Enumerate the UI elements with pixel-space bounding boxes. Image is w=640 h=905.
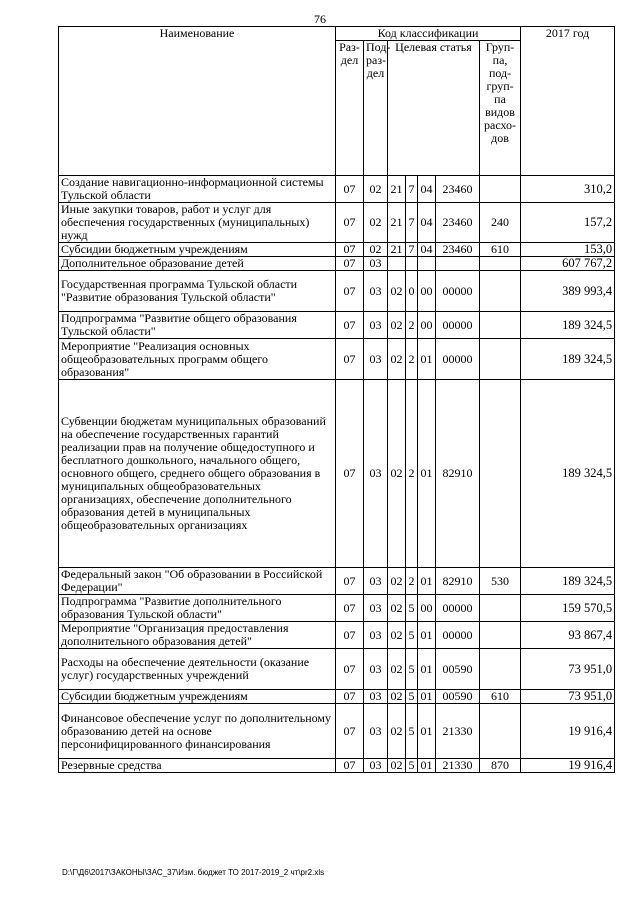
amount-cell: 19 916,4 (521, 704, 615, 759)
podrazdel-cell: 03 (364, 257, 388, 271)
page-number: 76 (314, 12, 326, 26)
budget-table (58, 26, 615, 773)
expense-type-cell (480, 257, 521, 271)
podrazdel-cell: 03 (364, 568, 388, 595)
amount-cell: 19 916,4 (521, 759, 615, 773)
target-subprogram-cell: 5 (406, 649, 418, 690)
target-program-cell: 02 (388, 704, 406, 759)
table-row (59, 271, 615, 312)
target-subprogram-cell: 2 (406, 568, 418, 595)
table-row (59, 690, 615, 704)
amount-cell: 73 951,0 (521, 649, 615, 690)
target-program-cell: 21 (388, 243, 406, 257)
header-target: Целевая статья (388, 41, 480, 176)
razdel-cell: 07 (336, 622, 364, 649)
target-subprogram-cell: 7 (406, 243, 418, 257)
expense-type-cell: 240 (480, 203, 521, 243)
amount-cell: 189 324,5 (521, 339, 615, 380)
razdel-cell: 07 (336, 690, 364, 704)
row-name: Субсидии бюджетным учреждениям (59, 243, 336, 257)
razdel-cell: 07 (336, 271, 364, 312)
target-subprogram-cell: 7 (406, 176, 418, 203)
target-event-cell: 01 (418, 759, 436, 773)
row-name: Мероприятие "Реализация основных общеобразовательных программ общего образования" (59, 339, 336, 380)
podrazdel-cell: 03 (364, 339, 388, 380)
row-name: Государственная программа Тульской области "Развитие образования Тульской области" (59, 271, 336, 312)
header-code: Код классификации (336, 27, 521, 41)
target-program-cell: 02 (388, 595, 406, 622)
podrazdel-cell: 03 (364, 690, 388, 704)
target-program-cell: 02 (388, 649, 406, 690)
table-row (59, 568, 615, 595)
row-name: Федеральный закон "Об образовании в Российской Федерации" (59, 568, 336, 595)
podrazdel-cell: 03 (364, 622, 388, 649)
target-direction-cell: 00590 (436, 649, 480, 690)
target-event-cell: 01 (418, 704, 436, 759)
row-name: Резервные средства (59, 759, 336, 773)
header-row-1 (59, 27, 615, 41)
target-direction-cell: 23460 (436, 243, 480, 257)
podrazdel-cell: 03 (364, 312, 388, 339)
target-event-cell: 01 (418, 690, 436, 704)
target-direction-cell: 82910 (436, 380, 480, 568)
header-year: 2017 год (521, 27, 615, 176)
expense-type-cell (480, 595, 521, 622)
row-name: Создание навигационно-информационной системы Тульской области (59, 176, 336, 203)
target-event-cell: 01 (418, 568, 436, 595)
target-direction-cell (436, 257, 480, 271)
podrazdel-cell: 03 (364, 380, 388, 568)
target-direction-cell: 00000 (436, 271, 480, 312)
target-direction-cell: 82910 (436, 568, 480, 595)
table-row (59, 176, 615, 203)
expense-type-cell (480, 271, 521, 312)
amount-cell: 607 767,2 (521, 257, 615, 271)
razdel-cell: 07 (336, 759, 364, 773)
table-row (59, 243, 615, 257)
expense-type-cell: 610 (480, 243, 521, 257)
amount-cell: 389 993,4 (521, 271, 615, 312)
target-event-cell: 00 (418, 595, 436, 622)
table-row (59, 380, 615, 568)
row-name: Финансовое обеспечение услуг по дополнительному образованию детей на основе персонифицированного финансирования (59, 704, 336, 759)
expense-type-cell (480, 380, 521, 568)
target-subprogram-cell: 5 (406, 690, 418, 704)
target-event-cell: 04 (418, 203, 436, 243)
header-podrazdel: Под-раз-дел (364, 41, 388, 176)
target-direction-cell: 21330 (436, 759, 480, 773)
razdel-cell: 07 (336, 257, 364, 271)
row-name: Расходы на обеспечение деятельности (оказание услуг) государственных учреждений (59, 649, 336, 690)
target-program-cell: 02 (388, 690, 406, 704)
header-group: Груп-па, под-груп-па видов расхо-дов (480, 41, 521, 176)
target-subprogram-cell: 2 (406, 380, 418, 568)
target-program-cell: 02 (388, 312, 406, 339)
target-program-cell: 02 (388, 622, 406, 649)
row-name: Подпрограмма "Развитие общего образования Тульской области" (59, 312, 336, 339)
row-name: Подпрограмма "Развитие дополнительного образования Тульской области" (59, 595, 336, 622)
amount-cell: 157,2 (521, 203, 615, 243)
expense-type-cell (480, 312, 521, 339)
amount-cell: 310,2 (521, 176, 615, 203)
expense-type-cell: 610 (480, 690, 521, 704)
target-subprogram-cell: 2 (406, 339, 418, 380)
podrazdel-cell: 03 (364, 704, 388, 759)
target-event-cell: 00 (418, 271, 436, 312)
target-direction-cell: 23460 (436, 203, 480, 243)
podrazdel-cell: 02 (364, 176, 388, 203)
target-direction-cell: 00000 (436, 312, 480, 339)
expense-type-cell (480, 176, 521, 203)
table-row (59, 257, 615, 271)
amount-cell: 93 867,4 (521, 622, 615, 649)
header-name: Наименование (59, 27, 336, 176)
target-program-cell: 02 (388, 759, 406, 773)
target-program-cell: 02 (388, 271, 406, 312)
expense-type-cell: 530 (480, 568, 521, 595)
expense-type-cell (480, 649, 521, 690)
target-event-cell: 01 (418, 339, 436, 380)
razdel-cell: 07 (336, 649, 364, 690)
razdel-cell: 07 (336, 595, 364, 622)
target-direction-cell: 00000 (436, 595, 480, 622)
razdel-cell: 07 (336, 176, 364, 203)
target-event-cell: 01 (418, 380, 436, 568)
podrazdel-cell: 03 (364, 271, 388, 312)
target-event-cell: 00 (418, 312, 436, 339)
target-subprogram-cell: 2 (406, 312, 418, 339)
target-direction-cell: 00000 (436, 622, 480, 649)
table-row (59, 622, 615, 649)
expense-type-cell: 870 (480, 759, 521, 773)
podrazdel-cell: 03 (364, 759, 388, 773)
razdel-cell: 07 (336, 380, 364, 568)
row-name: Дополнительное образование детей (59, 257, 336, 271)
target-subprogram-cell: 0 (406, 271, 418, 312)
target-program-cell: 02 (388, 339, 406, 380)
header-razdel: Раз-дел (336, 41, 364, 176)
target-subprogram-cell: 5 (406, 622, 418, 649)
table-row (59, 339, 615, 380)
target-subprogram-cell: 5 (406, 595, 418, 622)
target-program-cell: 21 (388, 203, 406, 243)
razdel-cell: 07 (336, 243, 364, 257)
row-name: Иные закупки товаров, работ и услуг для обеспечения государственных (муниципальных) нужд (59, 203, 336, 243)
podrazdel-cell: 03 (364, 595, 388, 622)
podrazdel-cell: 02 (364, 203, 388, 243)
target-subprogram-cell: 7 (406, 203, 418, 243)
amount-cell: 159 570,5 (521, 595, 615, 622)
target-event-cell: 04 (418, 176, 436, 203)
podrazdel-cell: 02 (364, 243, 388, 257)
target-subprogram-cell (406, 257, 418, 271)
row-name: Мероприятие "Организация предоставления дополнительного образования детей" (59, 622, 336, 649)
target-direction-cell: 00590 (436, 690, 480, 704)
razdel-cell: 07 (336, 339, 364, 380)
expense-type-cell (480, 622, 521, 649)
target-direction-cell: 21330 (436, 704, 480, 759)
target-subprogram-cell: 5 (406, 759, 418, 773)
amount-cell: 189 324,5 (521, 380, 615, 568)
razdel-cell: 07 (336, 312, 364, 339)
amount-cell: 153,0 (521, 243, 615, 257)
target-event-cell: 01 (418, 622, 436, 649)
table-row (59, 704, 615, 759)
row-name: Субсидии бюджетным учреждениям (59, 690, 336, 704)
razdel-cell: 07 (336, 704, 364, 759)
podrazdel-cell: 03 (364, 649, 388, 690)
target-event-cell (418, 257, 436, 271)
table-row (59, 203, 615, 243)
target-program-cell: 02 (388, 380, 406, 568)
target-direction-cell: 00000 (436, 339, 480, 380)
table-row (59, 649, 615, 690)
target-subprogram-cell: 5 (406, 704, 418, 759)
target-event-cell: 01 (418, 649, 436, 690)
amount-cell: 73 951,0 (521, 690, 615, 704)
expense-type-cell (480, 339, 521, 380)
amount-cell: 189 324,5 (521, 568, 615, 595)
table-row (59, 595, 615, 622)
file-path-footer: D:\Г\Д6\2017\ЗАКОНЫ\ЗАС_37\Изм. бюджет ТО 2017-2019_2 чт\pr2.xls (62, 868, 325, 877)
target-program-cell: 02 (388, 568, 406, 595)
razdel-cell: 07 (336, 203, 364, 243)
target-event-cell: 04 (418, 243, 436, 257)
target-program-cell: 21 (388, 176, 406, 203)
table-row (59, 312, 615, 339)
row-name: Субвенции бюджетам муниципальных образований на обеспечение государственных гарантий реализации прав на получение общедоступного и бесплатного дошкольного, начального общего, основного общего, среднего общего образования в муниципальных общеобразовательных организациях, обеспечение дополнительного образования детей в муниципальных общеобразовательных организациях (59, 380, 336, 568)
target-direction-cell: 23460 (436, 176, 480, 203)
expense-type-cell (480, 704, 521, 759)
razdel-cell: 07 (336, 568, 364, 595)
amount-cell: 189 324,5 (521, 312, 615, 339)
table-row (59, 759, 615, 773)
target-program-cell (388, 257, 406, 271)
